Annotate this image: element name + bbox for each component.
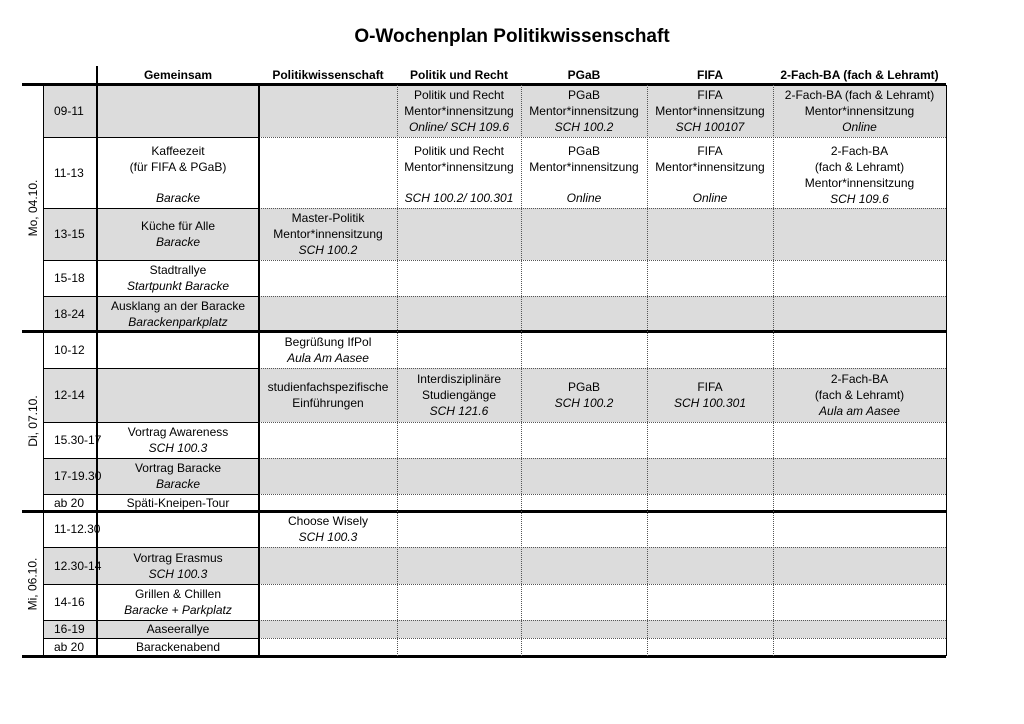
event-title-line: studienfachspezifische <box>267 380 389 394</box>
time-slot: 18-24 <box>54 306 85 321</box>
time-slot: 17-19.30 <box>54 469 102 483</box>
event-location: SCH 100.301 <box>673 396 747 410</box>
event-location: Baracke <box>155 191 201 205</box>
event-title-line: Vortrag Awareness <box>127 425 229 439</box>
row-divider-dotted <box>259 638 946 639</box>
event-cell <box>259 511 397 547</box>
event-title-line: 2-Fach-BA (fach & Lehramt) <box>784 88 935 102</box>
column-header: Politikwissenschaft <box>272 68 384 82</box>
event-location: SCH 100.3 <box>148 566 208 581</box>
day-label: Mo, 04.10. <box>25 179 40 237</box>
row-divider-dotted <box>259 584 946 585</box>
event-location: Barackenparkplatz <box>128 314 228 329</box>
event-location: Baracke <box>155 477 201 491</box>
event-cell <box>97 620 259 638</box>
event-location: Online/ SCH 109.6 <box>408 120 510 134</box>
event-title-line: Studiengänge <box>421 388 497 402</box>
event-location: SCH 100.2 <box>554 396 614 410</box>
time-slot: 14-16 <box>54 595 85 609</box>
event-cell <box>397 137 521 208</box>
event-location: Aula Am Aasee <box>287 350 369 365</box>
event-title-line: Politik und Recht <box>413 88 505 102</box>
event-title-line: Politik und Recht <box>413 144 505 158</box>
event-title-line: FIFA <box>697 88 723 102</box>
event-title-line: Interdisziplinäre <box>416 372 502 386</box>
event-title-line: PGaB <box>567 380 600 394</box>
event-cell <box>97 296 259 331</box>
row-divider-dotted <box>259 494 946 495</box>
event-title-line: Mentor*innensitzung <box>273 227 383 241</box>
event-title-line: Küche für Alle <box>140 219 216 233</box>
event-location: Online <box>692 191 728 205</box>
event-title-line: Späti-Kneipen-Tour <box>126 495 230 510</box>
day-label: Mi, 06.10. <box>25 557 40 610</box>
time-slot: 12-14 <box>54 388 85 402</box>
time-slot: 10-12 <box>54 342 85 357</box>
event-cell <box>773 85 946 137</box>
event-cell <box>259 208 397 260</box>
event-title-line: 2-Fach-BA <box>830 372 889 386</box>
table-right-edge <box>946 85 947 656</box>
event-cell <box>647 368 773 422</box>
event-title-line: Begrüßung IfPol <box>284 334 372 349</box>
event-cell <box>773 368 946 422</box>
event-title-line: Kaffeezeit <box>151 144 205 158</box>
event-title-line: PGaB <box>567 144 600 158</box>
event-location: SCH 100.3 <box>148 441 208 455</box>
event-location: SCH 100107 <box>675 120 745 134</box>
event-title-line: Mentor*innensitzung <box>404 160 514 174</box>
event-cell <box>397 368 521 422</box>
event-title-line: Barackenabend <box>135 640 221 654</box>
event-title-line: Stadtrallye <box>149 263 207 277</box>
event-title-line: PGaB <box>567 88 600 102</box>
event-title-line: Aaseerallye <box>146 622 210 636</box>
event-cell <box>97 137 259 208</box>
event-location: Baracke <box>155 235 201 249</box>
event-location: Baracke + Parkplatz <box>124 603 232 617</box>
event-cell <box>259 331 397 368</box>
event-cell <box>97 260 259 296</box>
event-title-line: FIFA <box>697 144 723 158</box>
event-location: SCH 100.2/ 100.301 <box>404 191 514 205</box>
time-slot: 15.30-17 <box>54 433 102 447</box>
page-title: O-Wochenplan Politikwissenschaft <box>354 26 670 47</box>
event-title-line: 2-Fach-BA <box>830 144 889 158</box>
column-header: 2-Fach-BA (fach & Lehramt) <box>780 68 939 82</box>
event-cell <box>773 137 946 208</box>
event-cell <box>97 494 259 511</box>
time-slot: 12.30-14 <box>54 558 102 573</box>
day-label: Di, 07.10. <box>25 395 40 447</box>
event-title-line: Mentor*innensitzung <box>804 176 915 190</box>
time-slot: 11-13 <box>54 165 84 180</box>
event-title-line: Mentor*innensitzung <box>804 104 915 118</box>
event-title-line: Master-Politik <box>291 211 365 225</box>
event-location: SCH 121.6 <box>429 404 489 418</box>
time-slot: 09-11 <box>54 104 84 118</box>
event-cell <box>97 547 259 584</box>
event-title-line: Ausklang an der Baracke <box>110 298 246 313</box>
event-cell <box>97 422 259 458</box>
event-title-line: Vortrag Erasmus <box>133 550 223 565</box>
row-divider-dotted <box>259 422 946 423</box>
event-cell <box>97 638 259 656</box>
event-title-line: FIFA <box>697 380 723 394</box>
event-title-line: Mentor*innensitzung <box>529 160 639 174</box>
row-divider-dotted <box>259 620 946 621</box>
column-header: PGaB <box>567 68 601 82</box>
event-cell <box>521 368 647 422</box>
row-divider-dotted <box>259 547 946 548</box>
event-title-line: Mentor*innensitzung <box>404 104 514 118</box>
event-title-line: Choose Wisely <box>287 514 369 528</box>
time-slot: 15-18 <box>54 271 85 285</box>
event-title-line: Grillen & Chillen <box>134 587 222 601</box>
time-slot: ab 20 <box>54 640 85 654</box>
column-header: Gemeinsam <box>143 68 213 82</box>
event-cell <box>647 85 773 137</box>
event-cell <box>521 85 647 137</box>
row-divider-dotted <box>259 296 946 297</box>
event-title-line: Einführungen <box>292 396 364 410</box>
event-title-line: (fach & Lehramt) <box>814 388 905 402</box>
event-title-line: (fach & Lehramt) <box>814 160 905 174</box>
event-location: Startpunkt Baracke <box>126 279 230 293</box>
event-title-line: Vortrag Baracke <box>134 461 222 475</box>
event-cell <box>97 584 259 620</box>
row-divider-dotted <box>259 458 946 459</box>
event-location: SCH 100.2 <box>554 120 614 134</box>
event-location: SCH 100.2 <box>298 243 358 257</box>
event-location: Online <box>842 120 877 134</box>
column-header: Politik und Recht <box>409 68 508 82</box>
row-divider-dotted <box>259 260 946 261</box>
event-title-line: Mentor*innensitzung <box>529 104 639 118</box>
event-title-line: Mentor*innensitzung <box>655 104 765 118</box>
time-slot: 13-15 <box>54 227 85 241</box>
event-cell <box>259 368 397 422</box>
event-cell <box>521 137 647 208</box>
event-location: Online <box>566 191 602 205</box>
time-slot: 11-12.30 <box>54 522 101 536</box>
event-title-line: Mentor*innensitzung <box>655 160 765 174</box>
event-location: Aula am Aasee <box>819 404 900 418</box>
event-location: SCH 100.3 <box>298 530 358 544</box>
event-title-line: (für FIFA & PGaB) <box>129 160 227 174</box>
event-location: SCH 109.6 <box>830 192 889 206</box>
column-header: FIFA <box>697 68 723 82</box>
time-slot: 16-19 <box>54 622 85 636</box>
event-cell <box>647 137 773 208</box>
event-cell <box>397 85 521 137</box>
event-cell <box>97 458 259 494</box>
time-slot: ab 20 <box>54 495 85 510</box>
event-cell <box>97 208 259 260</box>
